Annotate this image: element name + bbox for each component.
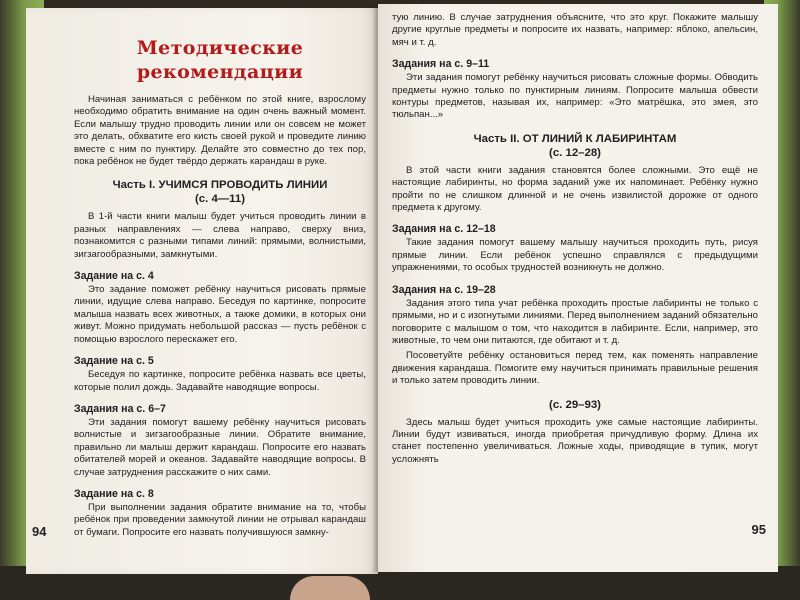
- task1928-paragraph-2: Посоветуйте ребёнку остановиться перед тем, как поменять направление движения карандаша. Помогите ему научиться принимать правильные решения и только затем проводить линии.: [392, 350, 758, 387]
- part2-heading: [392, 132, 758, 160]
- part1-pages: (с. 4—11): [194, 193, 246, 206]
- part1-heading: [74, 178, 366, 206]
- task67-paragraph: Эти задания помогут вашему ребёнку научиться рисовать волнистые и зигзагообразные линии. Обратите внимание, правильно ли малыш держит карандаш. Попросите его назвать обитателей морей и океанов. Задавайте наводящие вопросы. В случае затруднения расскажите о них сами.: [74, 416, 366, 478]
- task911-heading: Задания на с. 9–11: [392, 58, 490, 71]
- task1218-heading: Задания на с. 12–18: [392, 223, 496, 236]
- part2-title: Часть II. ОТ ЛИНИЙ К ЛАБИРИНТАМ: [473, 132, 677, 145]
- left-page: [26, 8, 378, 574]
- task5-heading: Задание на с. 5: [74, 355, 154, 368]
- part2-paragraph: В этой части книги задания становятся более сложными. Это ещё не настоящие лабиринты, но форма заданий уже их напоминает. Ребёнку нужно пройти по не слишком длинной и не очень извилистой дорожке от одного предмета к другому.: [392, 164, 758, 214]
- task1928-heading: Задания на с. 19–28: [392, 283, 496, 296]
- hand-holding-book: [290, 576, 370, 600]
- task911-paragraph: Эти задания помогут ребёнку научиться рисовать сложные формы. Обводить предметы нужно только по пунктирным линиям. Попросите малыша обвести контуры предметов, называя их, например: «Это матрёшка, это змея, это тюльпан...»: [392, 72, 758, 121]
- part3-heading: [392, 398, 758, 412]
- page-title: Методические рекомендации: [136, 37, 304, 83]
- part3-paragraph: Здесь малыш будет учиться проходить уже самые настоящие лабиринты. Линии будут извиваться, иногда приобретая причудливую форму. Длина их станет постепенно увеличиваться. Ложные ходы, приводящие в тупик, могут усложнять: [392, 416, 758, 465]
- task4-heading: Задание на с. 4: [74, 270, 154, 283]
- task5-paragraph: Беседуя по картинке, попросите ребёнка назвать все цветы, которые полил дождь. Задавайте наводящие вопросы.: [74, 369, 366, 393]
- page-number-left: 94: [32, 523, 47, 539]
- part2-pages: (с. 12–28): [549, 146, 601, 159]
- right-page: [378, 4, 778, 572]
- page-number-right: 95: [751, 521, 766, 537]
- intro-paragraph: Начиная заниматься с ребёнком по этой книге, взрослому необходимо обратить внимание на один очень важный момент. Если малышу трудно проводить линии или он совсем не может это делать, обхватите его кисть своей рукой и проведите линию вместе с ним по пунктиру. Делайте это совместно до тех пор, пока ребёнок не будет твёрдо держать карандаш в руке.: [74, 94, 366, 168]
- task1218-paragraph: Такие задания помогут вашему малышу научиться проходить путь, рисуя прямые линии. Если ребёнок успешно справлялся с предыдущими упражнениями, то особых трудностей возникнуть не должно.: [392, 237, 758, 274]
- task8-paragraph: При выполнении задания обратите внимание на то, чтобы ребёнок при проведении замкнутой линии не отрывал карандаш от бумаги. Попросите его назвать получившуюся замкну-: [74, 501, 366, 538]
- continued-paragraph: тую линию. В случае затруднения объясните, что это круг. Покажите малышу другие круглые предметы и попросите их назвать, например: яблоко, апельсин, мяч и т. д.: [392, 12, 758, 48]
- part1-title: Часть I. УЧИМСЯ ПРОВОДИТЬ ЛИНИИ: [112, 179, 328, 192]
- part1-paragraph: В 1-й части книги малыш будет учиться проводить линии в разных направлениях — слева направо, сверху вниз, познакомится с разными типами линий: прямыми, волнистыми, зигзагообразными, замкнутыми.: [74, 211, 366, 260]
- task8-heading: Задание на с. 8: [74, 487, 154, 500]
- task67-heading: Задания на с. 6–7: [74, 402, 166, 415]
- task4-paragraph: Это задание поможет ребёнку научиться рисовать прямые линии, идущие слева направо. Беседуя по картинке, попросите малыша назвать всех животных, а также домики, в которых они живут. Можно придумать небольшой рассказ — пусть ребёнок с помощью взрослого перескажет его.: [74, 284, 366, 345]
- task1928-paragraph-1: Задания этого типа учат ребёнка проходить простые лабиринты не только с прямыми, но и с изогнутыми линиями. Перед выполнением заданий обязательно поговорите с малышом о том, что находится в лабиринте. Если, например, это животные, то чем они питаются, где обитают и т. д.: [392, 297, 758, 346]
- part3-pages: (с. 29–93): [549, 398, 601, 411]
